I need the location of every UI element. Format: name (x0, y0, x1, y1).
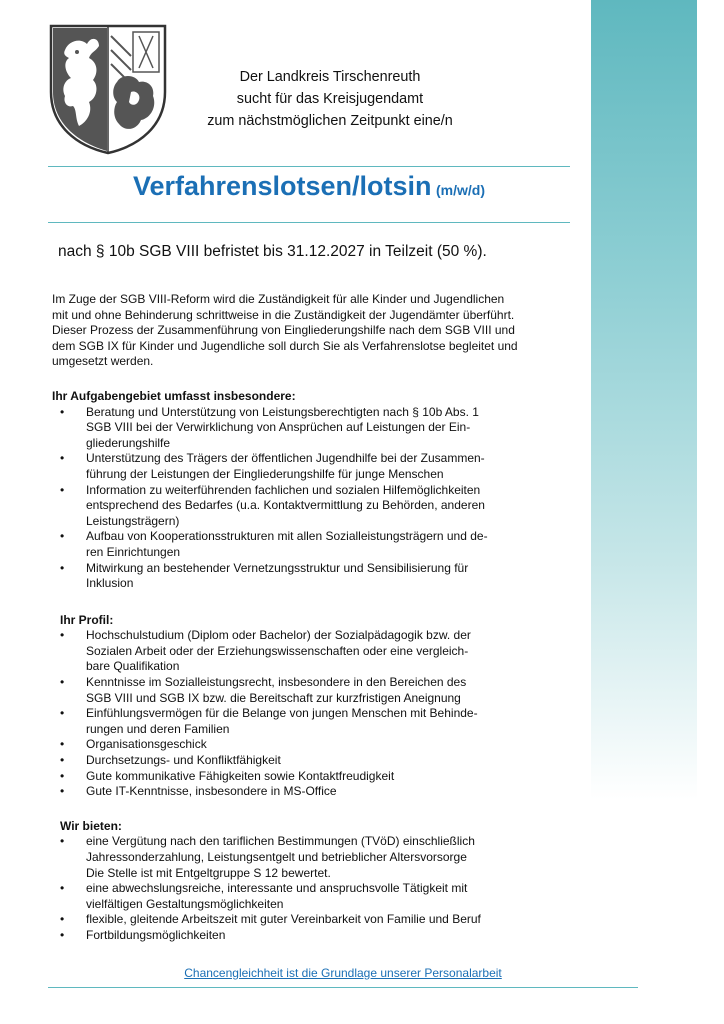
list-item-line: Sozialen Arbeit oder der Erziehungswissenschaften oder eine vergleich- (86, 643, 469, 658)
list-item-line: Organisationsgeschick (86, 737, 207, 752)
list-item-line: Mitwirkung an bestehender Vernetzungsstruktur und Sensibilisierung für (86, 560, 469, 575)
job-description (52, 292, 582, 944)
intro-paragraph-line: umgesetzt werden. (52, 354, 154, 369)
list-item (52, 769, 582, 785)
list-item-line: Unterstützung des Trägers der öffentlichen Jugendhilfe bei der Zusammen- (86, 451, 485, 466)
intro-line: Der Landkreis Tirschenreuth (239, 69, 421, 85)
list-item-line: vielfältigen Gestaltungsmöglichkeiten (86, 896, 284, 911)
list-item-line: Gute kommunikative Fähigkeiten sowie Kontaktfreudigkeit (86, 768, 395, 783)
list-item (52, 483, 582, 530)
intro-line: zum nächstmöglichen Zeitpunkt eine/n (207, 113, 453, 129)
list-item-line: entsprechend des Bedarfes (u.a. Kontaktvermittlung zu Behörden, anderen (86, 498, 485, 513)
job-title-main: Verfahrenslotsen/lotsin (132, 171, 432, 201)
list-item (52, 451, 582, 482)
job-title-suffix: (m/w/d) (436, 182, 486, 198)
coat-of-arms-icon (47, 22, 169, 156)
list-item-line: bare Qualifikation (86, 659, 180, 674)
list-item-line: Gute IT-Kenntnisse, insbesondere in MS-Office (86, 784, 337, 799)
intro-paragraph-line: Dieser Prozess der Zusammenführung von Eingliederungshilfe nach dem SGB VIII und (52, 323, 515, 338)
list-item-line: Beratung und Unterstützung von Leistungsberechtigten nach § 10b Abs. 1 (86, 404, 479, 419)
profile-list (52, 628, 582, 800)
list-item-line: eine abwechslungsreiche, interessante und anspruchsvolle Tätigkeit mit (86, 881, 468, 896)
list-item-line: Aufbau von Kooperationsstrukturen mit allen Sozialleistungsträgern und de- (86, 529, 488, 544)
list-item-line: rungen und deren Familien (86, 721, 230, 736)
list-item-line: Die Stelle ist mit Entgeltgruppe S 12 bewertet. (86, 865, 331, 880)
list-item (52, 529, 582, 560)
list-item-line: gliederungshilfe (86, 435, 171, 450)
list-item (52, 834, 582, 881)
list-item-line: flexible, gleitende Arbeitszeit mit guter Vereinbarkeit von Familie und Beruf (86, 912, 481, 927)
list-item-line: führung der Leistungen der Eingliederungshilfe für junge Menschen (86, 466, 444, 481)
list-item-line: Information zu weiterführenden fachlichen und sozialen Hilfemöglichkeiten (86, 482, 481, 497)
intro-paragraph-line: dem SGB IX für Kinder und Jugendliche soll durch Sie als Verfahrenslotse begleitet und (52, 338, 518, 353)
list-item (52, 912, 582, 928)
job-subtitle: nach § 10b SGB VIII befristet bis 31.12.2027 in Teilzeit (50 %). (58, 243, 487, 260)
offer-list (52, 834, 582, 943)
list-item-line: eine Vergütung nach den tariflichen Bestimmungen (TVöD) einschließlich (86, 834, 475, 849)
list-item-line: Fortbildungsmöglichkeiten (86, 927, 226, 942)
intro-paragraph-line: Im Zuge der SGB VIII-Reform wird die Zuständigkeit für alle Kinder und Jugendlichen (52, 292, 505, 306)
list-item-line: SGB VIII bei der Verwirklichung von Ansprüchen auf Leistungen der Ein- (86, 420, 471, 435)
bottom-divider (48, 987, 638, 988)
job-title (48, 171, 570, 202)
list-item-line: ren Einrichtungen (86, 544, 181, 559)
offer-heading: Wir bieten: (60, 818, 122, 833)
list-item-line: Leistungsträgern) (86, 513, 180, 528)
list-item (52, 753, 582, 769)
list-item (52, 628, 582, 675)
list-item-line: SGB VIII und SGB IX bzw. die Bereitschaft zur kurzfristigen Aneignung (86, 690, 461, 705)
intro-paragraph-line: mit und ohne Behinderung schrittweise in die Zuständigkeit der Jugendämter überführt. (52, 307, 515, 322)
top-divider (48, 166, 570, 167)
decorative-side-band (591, 0, 697, 800)
list-item (52, 881, 582, 912)
intro-block (160, 66, 500, 132)
title-divider (48, 222, 570, 223)
list-item-line: Durchsetzungs- und Konfliktfähigkeit (86, 753, 281, 768)
tasks-list (52, 405, 582, 592)
list-item (52, 737, 582, 753)
list-item (52, 405, 582, 452)
list-item-line: Inklusion (86, 576, 134, 591)
intro-line: sucht für das Kreisjugendamt (236, 91, 424, 107)
list-item-line: Kenntnisse im Sozialleistungsrecht, insbesondere in den Bereichen des (86, 675, 467, 690)
list-item (52, 706, 582, 737)
list-item-line: Hochschulstudium (Diplom oder Bachelor) der Sozialpädagogik bzw. der (86, 628, 471, 643)
list-item-line: Einfühlungsvermögen für die Belange von jungen Menschen mit Behinde- (86, 706, 478, 721)
tasks-heading: Ihr Aufgabengebiet umfasst insbesondere: (52, 388, 296, 403)
list-item (52, 784, 582, 800)
equal-opportunity-link[interactable]: Chancengleichheit ist die Grundlage unserer Personalarbeit (184, 966, 502, 980)
list-item-line: Jahressonderzahlung, Leistungsentgelt und betrieblicher Altersvorsorge (86, 850, 467, 864)
intro-paragraph (52, 292, 582, 370)
list-item (52, 561, 582, 592)
list-item (52, 928, 582, 944)
profile-heading: Ihr Profil: (60, 612, 114, 627)
list-item (52, 675, 582, 706)
